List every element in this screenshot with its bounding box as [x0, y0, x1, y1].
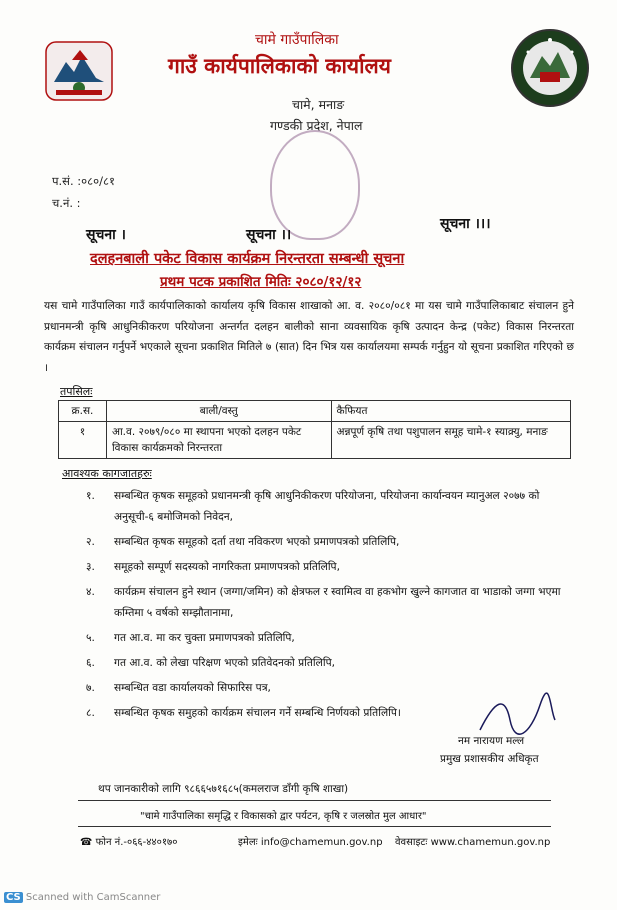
- col-sn: क्र.स.: [59, 401, 107, 422]
- list-item: १. सम्बन्धित कृषक समूहको प्रधानमन्त्री कृषि आधुनिकीकरण परियोजना, परियोजना कार्यान्वयन म्यानुअल २०७७ को अनुसूची-६ बमोजिमको निवेदन,: [86, 490, 540, 523]
- notice-title: दलहनबाली पकेट विकास कार्यक्रम निरन्तरता सम्बन्धी सूचना: [90, 251, 405, 267]
- footer-divider-top: [78, 800, 551, 801]
- cell-remarks: अन्नपूर्ण कृषि तथा पशुपालन समूह चामे-१ स्याक्र्यु, मनाङ: [331, 422, 571, 459]
- footer-phone: ☎ फोन नं.-०६६-४४०१७०: [80, 837, 178, 848]
- list-item: ८. सम्बन्धित कृषक समुहको कार्यक्रम संचालन गर्ने सम्बन्धि निर्णयको प्रतिलिपि।: [86, 707, 401, 719]
- table-header-row: [59, 401, 571, 422]
- ps-label: प.सं. :: [52, 174, 82, 188]
- contact-info: थप जानकारीको लागि ९८६६५७१६८५(कमलराज डाँगी कृषि शाखा): [98, 783, 349, 795]
- phone-icon: ☎: [80, 837, 93, 848]
- notice-paragraph: यस चामे गाउँपालिका गाउँ कार्यपालिकाको कार्यालय कृषि विकास शाखाको आ. व. २०८०/०८१ मा यस चामे गाउँपालिकाबाट संचालन हुने प्रधानमन्त्री कृषि आधुनिकीकरण परियोजना अन्तर्गत दलहन बालीको साना व्यवसायिक कृषि उत्पादन केन्द्र (पकेट) विकास निरन्तरता कार्यक्रम संचालन गर्नुपर्ने भएकाले सूचना प्रकाशित मितिले ७ (सात) दिन भित्र यस कार्यालयमा सम्पर्क गर्नुहुन यो सूचना प्रकाशित गरिएको छ ।: [44, 300, 574, 374]
- documents-label: आवश्यक कागजातहरुः: [62, 467, 152, 480]
- details-table: [58, 400, 571, 459]
- details-label: तपसिलः: [60, 385, 93, 398]
- col-remarks: कैफियत: [331, 401, 571, 422]
- table-row: [59, 422, 571, 459]
- signatory-name: नम नारायण मल्ल: [458, 735, 525, 747]
- published-date: प्रथम पटक प्रकाशित मितिः २०८०/१२/१२: [160, 274, 362, 290]
- chame-municipality-seal-icon: [510, 28, 590, 108]
- footer-website: वेवसाइटः www.chamemun.gov.np: [395, 837, 551, 848]
- list-item: २. सम्बन्धित कृषक समूहको दर्ता तथा नविकरण भएको प्रमाणपत्रको प्रतिलिपि,: [86, 536, 400, 548]
- notice-word-1: सूचना ।: [86, 227, 126, 243]
- notice-word-2: सूचना ।।: [246, 227, 292, 243]
- address-line-1: चामे, मनाङ: [292, 97, 345, 112]
- office-title: गाउँ कार्यपालिकाको कार्यालय: [168, 54, 391, 78]
- footer-slogan: "चामे गाउँपालिका समृद्धि र विकासको द्वार पर्यटन, कृषि र जलस्रोत मुल आधार": [140, 811, 427, 822]
- cn-label: च.नं. :: [52, 196, 81, 210]
- footer-email: इमेलः info@chamemun.gov.np: [238, 837, 383, 848]
- list-item: ७. सम्बन्धित वडा कार्यालयको सिफारिस पत्र,: [86, 682, 271, 694]
- scanner-watermark: CS Scanned with CamScanner: [6, 892, 161, 903]
- nepal-emblem-icon: [44, 40, 114, 102]
- signature-mark: [470, 690, 560, 740]
- list-item: ३. समूहको सम्पूर्ण सदस्यको नागरिकता प्रमाणपत्रको प्रतिलिपि,: [86, 561, 340, 573]
- col-crop: बाली/वस्तु: [106, 401, 331, 422]
- municipality-name: चामे गाउँपालिका: [255, 32, 339, 48]
- address-line-2: गण्डकी प्रदेश, नेपाल: [270, 118, 363, 133]
- signatory-designation: प्रमुख प्रशासकीय अधिकृत: [440, 753, 539, 765]
- notice-word-3: सूचना ।।।: [440, 216, 491, 232]
- cell-crop: आ.व. २०७९/०८० मा स्थापना भएको दलहन पकेट विकास कार्यक्रमको निरन्तरता: [106, 422, 331, 459]
- office-stamp: [270, 130, 360, 240]
- list-item: ६. गत आ.व. को लेखा परिक्षण भएको प्रतिवेदनको प्रतिलिपि,: [86, 657, 335, 669]
- list-item: ५. गत आ.व. मा कर चुक्ता प्रमाणपत्रको प्रतिलिपि,: [86, 632, 295, 644]
- documents-list: [86, 486, 566, 724]
- footer-divider-bottom: [78, 826, 551, 827]
- cell-sn: १: [59, 422, 107, 459]
- ps-value: ०८०/८१: [81, 174, 115, 188]
- list-item: ४. कार्यक्रम संचालन हुने स्थान (जग्गा/जमिन) को क्षेत्रफल र स्वामित्व वा हकभोग खुल्ने कागजात वा भाडाको जग्गा भएमा कम्तिमा ५ वर्षको सम्झौतानामा,: [86, 586, 561, 619]
- camscanner-icon: CS: [6, 892, 21, 903]
- ps-line: [52, 174, 115, 189]
